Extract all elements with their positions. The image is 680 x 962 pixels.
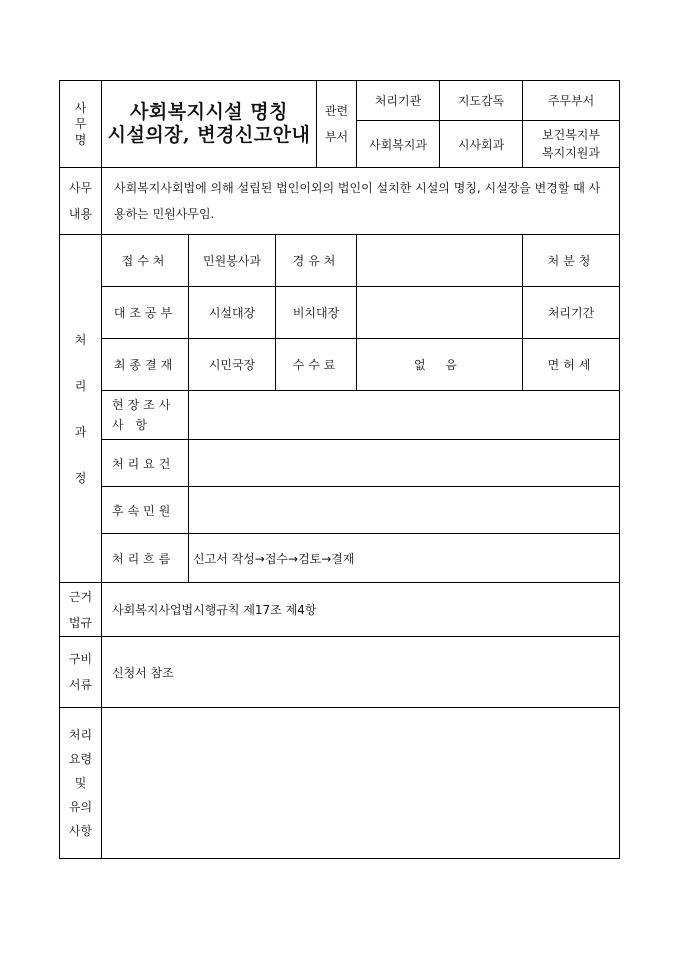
process-label-char-2: 리	[74, 378, 87, 393]
related-dept-label-cell	[317, 81, 357, 168]
process-label-char-4: 정	[74, 470, 87, 485]
title-line-2: 시설의장, 변경신고안내	[107, 124, 311, 146]
ledger-empty	[357, 287, 523, 339]
period-label: 처리기간	[523, 287, 620, 339]
related-label-1: 관련	[324, 104, 349, 118]
title-cell	[102, 81, 317, 168]
requirements-label: 처리요건	[102, 440, 189, 487]
dept-header-main: 주무부서	[523, 81, 620, 121]
notes-label-5: 사항	[68, 824, 93, 838]
requirements-value	[189, 440, 620, 487]
process-label-char-3: 과	[74, 424, 87, 439]
documents-label-2: 서류	[68, 678, 93, 692]
ledger-value-1: 시설대장	[189, 287, 276, 339]
task-name-label: 사 무 명	[74, 101, 87, 147]
ledger-value-2: 비치대장	[276, 287, 357, 339]
site-inspection-label-cell	[102, 391, 189, 440]
content-text: 사회복지사회법에 의해 설립된 법인이외의 법인이 설치한 시설의 명칭, 시설장을 변경할 때 사용하는 민원사무임.	[102, 168, 620, 235]
process-label-cell	[60, 235, 102, 583]
site-inspection-label-1: 현장조사	[112, 398, 175, 412]
dept-header-processing: 처리기관	[357, 81, 440, 121]
process-label-char-1: 처	[74, 332, 87, 347]
content-label-1: 사무	[68, 181, 93, 195]
site-inspection-label-2: 사 항	[112, 418, 151, 432]
basis-label-cell	[60, 583, 102, 637]
notes-value	[102, 708, 620, 859]
disposal-label: 처분청	[523, 235, 620, 287]
basis-label-2: 법규	[68, 615, 93, 630]
fee-label: 수수료	[276, 339, 357, 391]
tax-label: 면허세	[523, 339, 620, 391]
content-label-cell	[60, 168, 102, 235]
via-value	[357, 235, 523, 287]
ledger-label: 대조공부	[102, 287, 189, 339]
final-approval-label: 최종결재	[102, 339, 189, 391]
related-label-2: 부서	[324, 130, 349, 144]
task-name-label-cell	[60, 81, 102, 168]
basis-label-1: 근거	[68, 589, 93, 604]
dept-value-main	[523, 121, 620, 168]
content-label-2: 내용	[68, 207, 93, 221]
site-inspection-value	[189, 391, 620, 440]
notes-label-3: 및	[74, 776, 87, 790]
final-approval-value: 시민국장	[189, 339, 276, 391]
flow-label: 처리흐름	[102, 534, 189, 583]
documents-label-cell	[60, 637, 102, 708]
fee-value: 없 음	[357, 339, 523, 391]
dept-value-main-line-1: 보건복지부	[542, 128, 600, 142]
title-line-1: 사회복지시설 명칭	[130, 101, 288, 123]
dept-header-supervision: 지도감독	[440, 81, 523, 121]
reception-value: 민원봉사과	[189, 235, 276, 287]
followup-label: 후속민원	[102, 487, 189, 534]
notes-label-4: 유의	[68, 800, 93, 814]
basis-value: 사회복지사업법시행규칙 제17조 제4항	[102, 583, 620, 637]
documents-value: 신청서 참조	[102, 637, 620, 708]
guidance-form-table	[59, 80, 620, 859]
documents-label-1: 구비	[68, 652, 93, 666]
dept-value-supervision: 시사회과	[440, 121, 523, 168]
notes-label-2: 요령	[68, 752, 93, 766]
via-label: 경유처	[276, 235, 357, 287]
flow-value: 신고서 작성→접수→검토→결재	[189, 534, 620, 583]
followup-value	[189, 487, 620, 534]
dept-value-processing: 사회복지과	[357, 121, 440, 168]
reception-label: 접수처	[102, 235, 189, 287]
dept-value-main-line-2: 복지지원과	[542, 146, 600, 160]
notes-label-1: 처리	[68, 728, 93, 742]
notes-label-cell	[60, 708, 102, 859]
